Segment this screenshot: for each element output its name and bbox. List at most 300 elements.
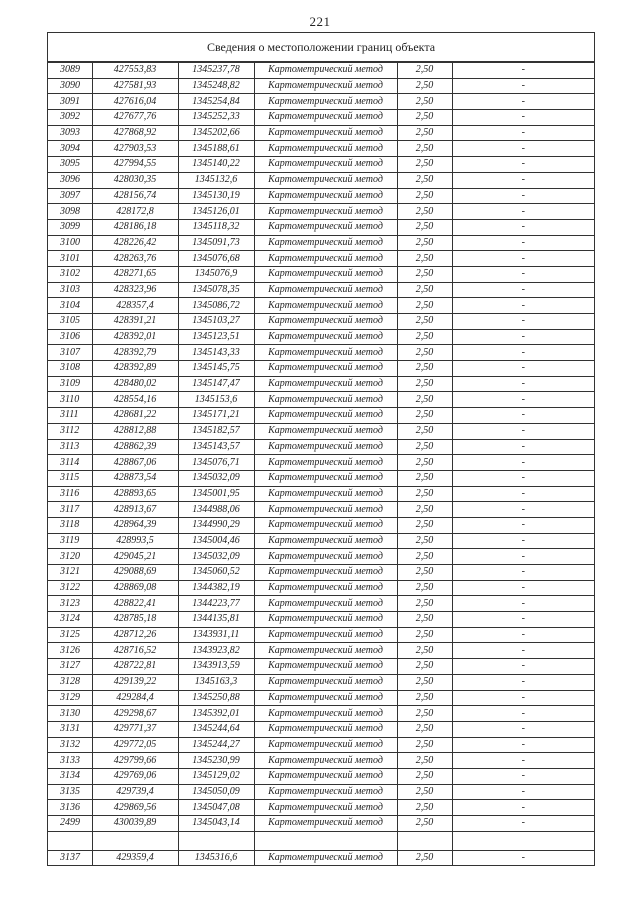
point-number-cell: 2499: [48, 816, 92, 832]
accuracy-cell: 2,50: [397, 172, 452, 188]
y-coordinate-cell: 1345050,09: [178, 784, 254, 800]
point-number-cell: 3129: [48, 690, 92, 706]
x-coordinate-cell: 427868,92: [92, 125, 178, 141]
boundary-table-frame: [47, 32, 595, 866]
table-row: [48, 376, 594, 392]
description-cell: -: [452, 219, 594, 235]
table-row: [48, 753, 594, 769]
description-cell: -: [452, 408, 594, 424]
x-coordinate-cell: 428392,01: [92, 329, 178, 345]
description-cell: -: [452, 800, 594, 816]
point-number-cell: 3134: [48, 768, 92, 784]
accuracy-cell: 2,50: [397, 596, 452, 612]
point-number-cell: 3116: [48, 486, 92, 502]
method-cell: Картометрический метод: [254, 612, 397, 628]
y-coordinate-cell: 1345188,61: [178, 141, 254, 157]
empty-cell: [254, 831, 397, 850]
y-coordinate-cell: 1345163,3: [178, 674, 254, 690]
accuracy-cell: 2,50: [397, 502, 452, 518]
accuracy-cell: 2,50: [397, 690, 452, 706]
point-number-cell: 3100: [48, 235, 92, 251]
table-row: [48, 219, 594, 235]
x-coordinate-cell: 429869,56: [92, 800, 178, 816]
table-row: [48, 486, 594, 502]
description-cell: -: [452, 266, 594, 282]
table-row: [48, 110, 594, 126]
table-row: [48, 502, 594, 518]
table-row: [48, 251, 594, 267]
method-cell: Картометрический метод: [254, 63, 397, 79]
y-coordinate-cell: 1345076,68: [178, 251, 254, 267]
point-number-cell: 3095: [48, 157, 92, 173]
y-coordinate-cell: 1345086,72: [178, 298, 254, 314]
x-coordinate-cell: 427581,93: [92, 78, 178, 94]
accuracy-cell: 2,50: [397, 643, 452, 659]
x-coordinate-cell: 428030,35: [92, 172, 178, 188]
accuracy-cell: 2,50: [397, 141, 452, 157]
x-coordinate-cell: 429739,4: [92, 784, 178, 800]
method-cell: Картометрический метод: [254, 674, 397, 690]
accuracy-cell: 2,50: [397, 470, 452, 486]
x-coordinate-cell: 429045,21: [92, 549, 178, 565]
y-coordinate-cell: 1345250,88: [178, 690, 254, 706]
table-row: [48, 392, 594, 408]
y-coordinate-cell: 1345182,57: [178, 423, 254, 439]
description-cell: -: [452, 314, 594, 330]
point-number-cell: 3131: [48, 721, 92, 737]
description-cell: -: [452, 816, 594, 832]
description-cell: -: [452, 627, 594, 643]
empty-cell: [452, 831, 594, 850]
y-coordinate-cell: 1345078,35: [178, 282, 254, 298]
point-number-cell: 3103: [48, 282, 92, 298]
x-coordinate-cell: 428554,16: [92, 392, 178, 408]
method-cell: Картометрический метод: [254, 486, 397, 502]
y-coordinate-cell: 1345248,82: [178, 78, 254, 94]
point-number-cell: 3121: [48, 565, 92, 581]
method-cell: Картометрический метод: [254, 204, 397, 220]
method-cell: Картометрический метод: [254, 721, 397, 737]
method-cell: Картометрический метод: [254, 314, 397, 330]
description-cell: -: [452, 439, 594, 455]
x-coordinate-cell: 427553,83: [92, 63, 178, 79]
x-coordinate-cell: 428862,39: [92, 439, 178, 455]
description-cell: -: [452, 580, 594, 596]
point-number-cell: 3135: [48, 784, 92, 800]
point-number-cell: 3132: [48, 737, 92, 753]
description-cell: -: [452, 737, 594, 753]
y-coordinate-cell: 1345153,6: [178, 392, 254, 408]
method-cell: Картометрический метод: [254, 850, 397, 866]
point-number-cell: 3094: [48, 141, 92, 157]
accuracy-cell: 2,50: [397, 94, 452, 110]
description-cell: -: [452, 157, 594, 173]
accuracy-cell: 2,50: [397, 721, 452, 737]
table-row: [48, 784, 594, 800]
point-number-cell: 3091: [48, 94, 92, 110]
x-coordinate-cell: 427677,76: [92, 110, 178, 126]
empty-cell: [92, 831, 178, 850]
x-coordinate-cell: 428323,96: [92, 282, 178, 298]
method-cell: Картометрический метод: [254, 219, 397, 235]
y-coordinate-cell: 1345132,6: [178, 172, 254, 188]
table-row: [48, 643, 594, 659]
x-coordinate-cell: 428867,06: [92, 455, 178, 471]
x-coordinate-cell: 428156,74: [92, 188, 178, 204]
table-row: [48, 690, 594, 706]
table-row: [48, 125, 594, 141]
y-coordinate-cell: 1345043,14: [178, 816, 254, 832]
table-row: [48, 627, 594, 643]
y-coordinate-cell: 1343923,82: [178, 643, 254, 659]
x-coordinate-cell: 429284,4: [92, 690, 178, 706]
y-coordinate-cell: 1345254,84: [178, 94, 254, 110]
method-cell: Картометрический метод: [254, 361, 397, 377]
description-cell: -: [452, 659, 594, 675]
table-row: [48, 768, 594, 784]
point-number-cell: 3110: [48, 392, 92, 408]
accuracy-cell: 2,50: [397, 549, 452, 565]
x-coordinate-cell: 429769,06: [92, 768, 178, 784]
y-coordinate-cell: 1345032,09: [178, 470, 254, 486]
empty-cell: [178, 831, 254, 850]
accuracy-cell: 2,50: [397, 706, 452, 722]
table-row: [48, 816, 594, 832]
y-coordinate-cell: 1345140,22: [178, 157, 254, 173]
description-cell: -: [452, 78, 594, 94]
description-cell: -: [452, 784, 594, 800]
x-coordinate-cell: 428681,22: [92, 408, 178, 424]
point-number-cell: 3115: [48, 470, 92, 486]
x-coordinate-cell: 429359,4: [92, 850, 178, 866]
table-row: [48, 455, 594, 471]
y-coordinate-cell: 1345171,21: [178, 408, 254, 424]
x-coordinate-cell: 428722,81: [92, 659, 178, 675]
method-cell: Картометрический метод: [254, 784, 397, 800]
y-coordinate-cell: 1345237,78: [178, 63, 254, 79]
accuracy-cell: 2,50: [397, 753, 452, 769]
table-row: [48, 549, 594, 565]
method-cell: Картометрический метод: [254, 157, 397, 173]
table-row: [48, 63, 594, 79]
y-coordinate-cell: 1345047,08: [178, 800, 254, 816]
accuracy-cell: 2,50: [397, 850, 452, 866]
method-cell: Картометрический метод: [254, 172, 397, 188]
accuracy-cell: 2,50: [397, 580, 452, 596]
y-coordinate-cell: 1345230,99: [178, 753, 254, 769]
x-coordinate-cell: 428785,18: [92, 612, 178, 628]
y-coordinate-cell: 1344990,29: [178, 517, 254, 533]
accuracy-cell: 2,50: [397, 486, 452, 502]
accuracy-cell: 2,50: [397, 674, 452, 690]
point-number-cell: 3102: [48, 266, 92, 282]
accuracy-cell: 2,50: [397, 157, 452, 173]
method-cell: Картометрический метод: [254, 737, 397, 753]
accuracy-cell: 2,50: [397, 298, 452, 314]
accuracy-cell: 2,50: [397, 565, 452, 581]
method-cell: Картометрический метод: [254, 659, 397, 675]
y-coordinate-cell: 1345060,52: [178, 565, 254, 581]
description-cell: -: [452, 141, 594, 157]
y-coordinate-cell: 1345130,19: [178, 188, 254, 204]
table-row: [48, 266, 594, 282]
x-coordinate-cell: 429799,66: [92, 753, 178, 769]
y-coordinate-cell: 1345143,33: [178, 345, 254, 361]
description-cell: -: [452, 172, 594, 188]
y-coordinate-cell: 1345129,02: [178, 768, 254, 784]
y-coordinate-cell: 1345143,57: [178, 439, 254, 455]
table-row: [48, 172, 594, 188]
method-cell: Картометрический метод: [254, 251, 397, 267]
method-cell: Картометрический метод: [254, 455, 397, 471]
description-cell: -: [452, 674, 594, 690]
method-cell: Картометрический метод: [254, 345, 397, 361]
description-cell: -: [452, 706, 594, 722]
accuracy-cell: 2,50: [397, 188, 452, 204]
y-coordinate-cell: 1345076,71: [178, 455, 254, 471]
x-coordinate-cell: 430039,89: [92, 816, 178, 832]
description-cell: -: [452, 423, 594, 439]
y-coordinate-cell: 1345091,73: [178, 235, 254, 251]
point-number-cell: 3111: [48, 408, 92, 424]
table-row: [48, 78, 594, 94]
description-cell: -: [452, 690, 594, 706]
y-coordinate-cell: 1344382,19: [178, 580, 254, 596]
accuracy-cell: 2,50: [397, 784, 452, 800]
accuracy-cell: 2,50: [397, 612, 452, 628]
accuracy-cell: 2,50: [397, 627, 452, 643]
y-coordinate-cell: 1345123,51: [178, 329, 254, 345]
x-coordinate-cell: 427994,55: [92, 157, 178, 173]
coordinates-table: [48, 62, 594, 866]
accuracy-cell: 2,50: [397, 361, 452, 377]
description-cell: -: [452, 298, 594, 314]
point-number-cell: 3119: [48, 533, 92, 549]
point-number-cell: 3122: [48, 580, 92, 596]
point-number-cell: 3107: [48, 345, 92, 361]
method-cell: Картометрический метод: [254, 706, 397, 722]
empty-cell: [397, 831, 452, 850]
x-coordinate-cell: 428271,65: [92, 266, 178, 282]
method-cell: Картометрический метод: [254, 235, 397, 251]
x-coordinate-cell: 428392,89: [92, 361, 178, 377]
accuracy-cell: 2,50: [397, 282, 452, 298]
x-coordinate-cell: 428873,54: [92, 470, 178, 486]
table-row: [48, 659, 594, 675]
point-number-cell: 3090: [48, 78, 92, 94]
y-coordinate-cell: 1345392,01: [178, 706, 254, 722]
description-cell: -: [452, 850, 594, 866]
accuracy-cell: 2,50: [397, 423, 452, 439]
accuracy-cell: 2,50: [397, 659, 452, 675]
point-number-cell: 3113: [48, 439, 92, 455]
table-row: [48, 361, 594, 377]
description-cell: -: [452, 345, 594, 361]
method-cell: Картометрический метод: [254, 392, 397, 408]
method-cell: Картометрический метод: [254, 502, 397, 518]
table-row: [48, 533, 594, 549]
method-cell: Картометрический метод: [254, 329, 397, 345]
accuracy-cell: 2,50: [397, 455, 452, 471]
table-row: [48, 235, 594, 251]
x-coordinate-cell: 428226,42: [92, 235, 178, 251]
y-coordinate-cell: 1344223,77: [178, 596, 254, 612]
table-row: [48, 141, 594, 157]
description-cell: -: [452, 612, 594, 628]
y-coordinate-cell: 1345126,01: [178, 204, 254, 220]
method-cell: Картометрический метод: [254, 78, 397, 94]
table-row: [48, 565, 594, 581]
x-coordinate-cell: 428172,8: [92, 204, 178, 220]
x-coordinate-cell: 429771,37: [92, 721, 178, 737]
y-coordinate-cell: 1344135,81: [178, 612, 254, 628]
description-cell: -: [452, 188, 594, 204]
description-cell: -: [452, 753, 594, 769]
table-row: [48, 596, 594, 612]
point-number-cell: 3097: [48, 188, 92, 204]
x-coordinate-cell: 429772,05: [92, 737, 178, 753]
y-coordinate-cell: 1345118,32: [178, 219, 254, 235]
method-cell: Картометрический метод: [254, 627, 397, 643]
table-row: [48, 157, 594, 173]
y-coordinate-cell: 1345076,9: [178, 266, 254, 282]
description-cell: -: [452, 204, 594, 220]
description-cell: -: [452, 329, 594, 345]
method-cell: Картометрический метод: [254, 266, 397, 282]
table-row: [48, 408, 594, 424]
table-row: [48, 423, 594, 439]
point-number-cell: 3128: [48, 674, 92, 690]
description-cell: -: [452, 533, 594, 549]
table-row: [48, 850, 594, 866]
x-coordinate-cell: 428716,52: [92, 643, 178, 659]
method-cell: Картометрический метод: [254, 768, 397, 784]
point-number-cell: 3098: [48, 204, 92, 220]
description-cell: -: [452, 125, 594, 141]
method-cell: Картометрический метод: [254, 125, 397, 141]
description-cell: -: [452, 549, 594, 565]
table-row: [48, 580, 594, 596]
y-coordinate-cell: 1345004,46: [178, 533, 254, 549]
accuracy-cell: 2,50: [397, 768, 452, 784]
table-row: [48, 298, 594, 314]
method-cell: Картометрический метод: [254, 298, 397, 314]
x-coordinate-cell: 428913,67: [92, 502, 178, 518]
method-cell: Картометрический метод: [254, 110, 397, 126]
point-number-cell: 3114: [48, 455, 92, 471]
table-row: [48, 612, 594, 628]
accuracy-cell: 2,50: [397, 329, 452, 345]
point-number-cell: 3137: [48, 850, 92, 866]
point-number-cell: 3130: [48, 706, 92, 722]
table-row: [48, 721, 594, 737]
point-number-cell: 3093: [48, 125, 92, 141]
x-coordinate-cell: 428822,41: [92, 596, 178, 612]
accuracy-cell: 2,50: [397, 376, 452, 392]
method-cell: Картометрический метод: [254, 816, 397, 832]
point-number-cell: 3126: [48, 643, 92, 659]
accuracy-cell: 2,50: [397, 800, 452, 816]
table-row: [48, 439, 594, 455]
point-number-cell: 3125: [48, 627, 92, 643]
x-coordinate-cell: 428964,39: [92, 517, 178, 533]
y-coordinate-cell: 1345316,6: [178, 850, 254, 866]
method-cell: Картометрический метод: [254, 753, 397, 769]
table-row: [48, 204, 594, 220]
x-coordinate-cell: 429139,22: [92, 674, 178, 690]
y-coordinate-cell: 1344988,06: [178, 502, 254, 518]
accuracy-cell: 2,50: [397, 110, 452, 126]
accuracy-cell: 2,50: [397, 219, 452, 235]
y-coordinate-cell: 1343913,59: [178, 659, 254, 675]
point-number-cell: 3105: [48, 314, 92, 330]
accuracy-cell: 2,50: [397, 392, 452, 408]
method-cell: Картометрический метод: [254, 376, 397, 392]
x-coordinate-cell: 428869,08: [92, 580, 178, 596]
y-coordinate-cell: 1345145,75: [178, 361, 254, 377]
y-coordinate-cell: 1343931,11: [178, 627, 254, 643]
point-number-cell: 3106: [48, 329, 92, 345]
table-row: [48, 470, 594, 486]
accuracy-cell: 2,50: [397, 816, 452, 832]
point-number-cell: 3109: [48, 376, 92, 392]
table-row: [48, 517, 594, 533]
accuracy-cell: 2,50: [397, 251, 452, 267]
x-coordinate-cell: 428993,5: [92, 533, 178, 549]
separator-row: [48, 831, 594, 850]
accuracy-cell: 2,50: [397, 235, 452, 251]
x-coordinate-cell: 428186,18: [92, 219, 178, 235]
y-coordinate-cell: 1345147,47: [178, 376, 254, 392]
y-coordinate-cell: 1345032,09: [178, 549, 254, 565]
description-cell: -: [452, 565, 594, 581]
y-coordinate-cell: 1345244,27: [178, 737, 254, 753]
accuracy-cell: 2,50: [397, 737, 452, 753]
point-number-cell: 3117: [48, 502, 92, 518]
x-coordinate-cell: 428480,02: [92, 376, 178, 392]
description-cell: -: [452, 361, 594, 377]
accuracy-cell: 2,50: [397, 78, 452, 94]
point-number-cell: 3099: [48, 219, 92, 235]
point-number-cell: 3127: [48, 659, 92, 675]
point-number-cell: 3089: [48, 63, 92, 79]
point-number-cell: 3136: [48, 800, 92, 816]
accuracy-cell: 2,50: [397, 345, 452, 361]
description-cell: -: [452, 721, 594, 737]
point-number-cell: 3112: [48, 423, 92, 439]
table-row: [48, 314, 594, 330]
description-cell: -: [452, 251, 594, 267]
x-coordinate-cell: 428263,76: [92, 251, 178, 267]
accuracy-cell: 2,50: [397, 533, 452, 549]
point-number-cell: 3104: [48, 298, 92, 314]
method-cell: Картометрический метод: [254, 596, 397, 612]
description-cell: -: [452, 502, 594, 518]
table-row: [48, 800, 594, 816]
description-cell: -: [452, 63, 594, 79]
y-coordinate-cell: 1345103,27: [178, 314, 254, 330]
accuracy-cell: 2,50: [397, 266, 452, 282]
method-cell: Картометрический метод: [254, 188, 397, 204]
method-cell: Картометрический метод: [254, 690, 397, 706]
method-cell: Картометрический метод: [254, 282, 397, 298]
point-number-cell: 3124: [48, 612, 92, 628]
point-number-cell: 3118: [48, 517, 92, 533]
description-cell: -: [452, 376, 594, 392]
point-number-cell: 3101: [48, 251, 92, 267]
point-number-cell: 3120: [48, 549, 92, 565]
method-cell: Картометрический метод: [254, 580, 397, 596]
